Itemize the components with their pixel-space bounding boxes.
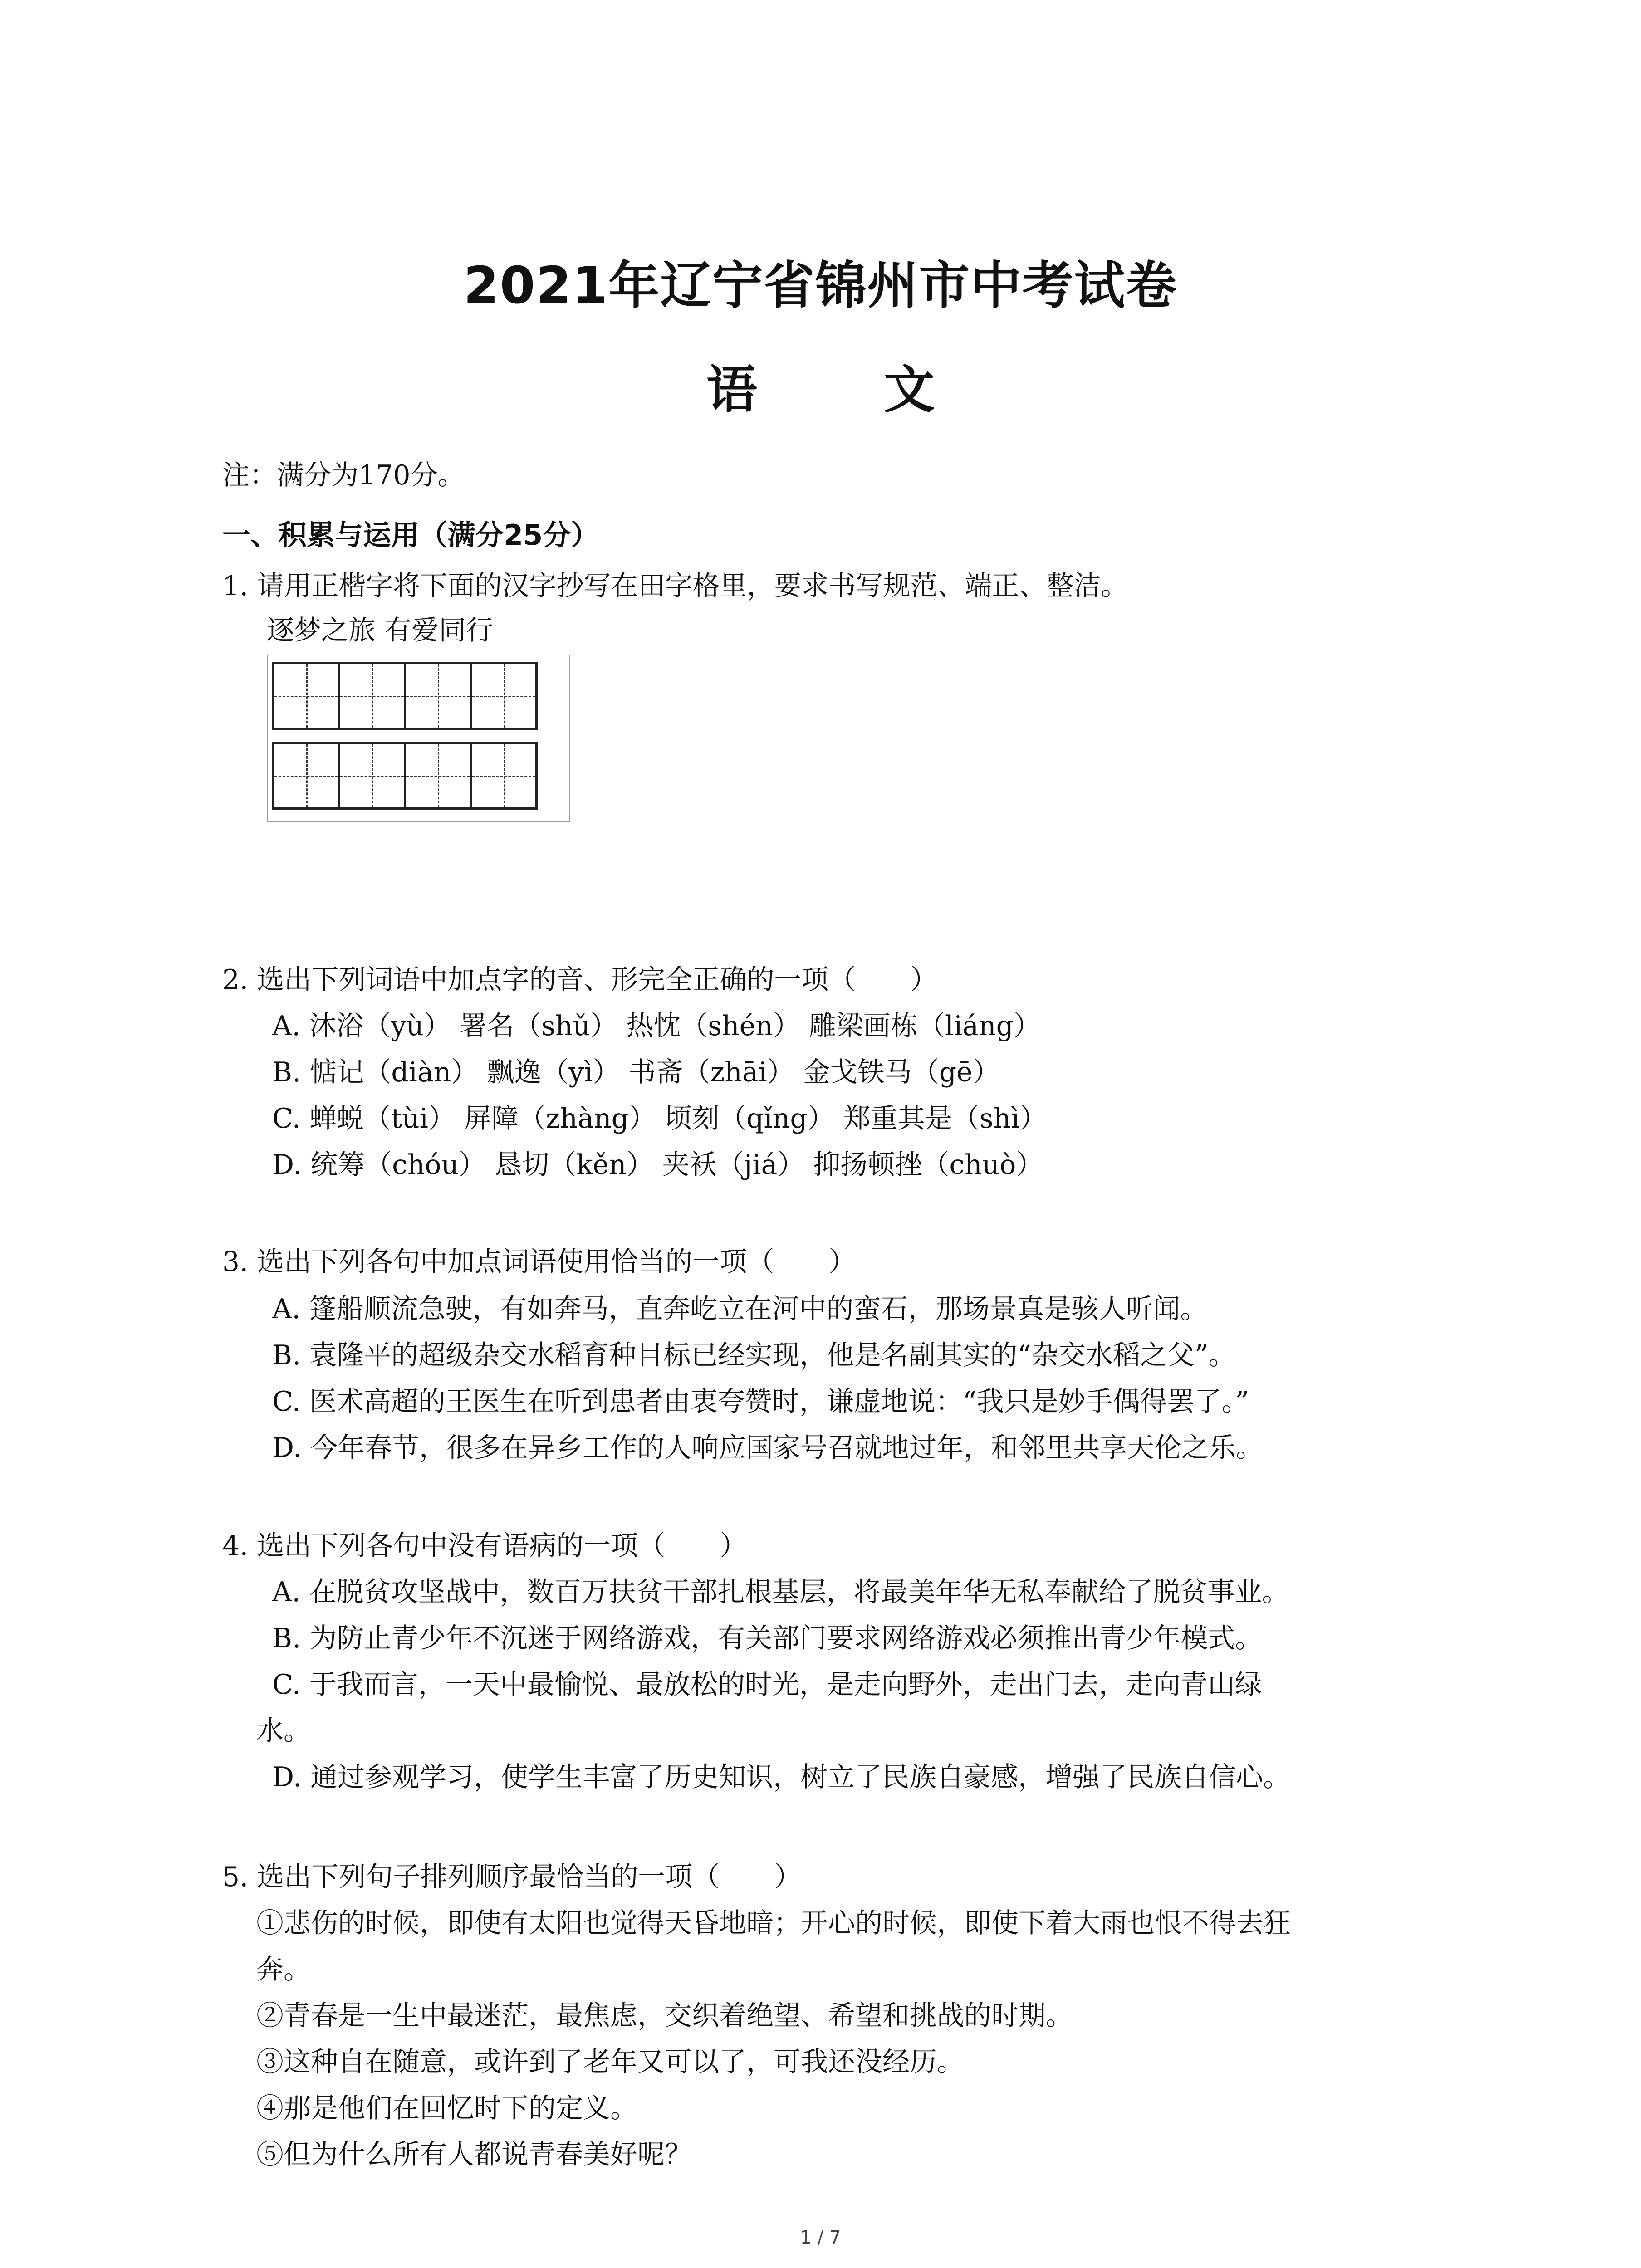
q3-option-c[interactable]: C. 医术高超的王医生在听到患者由衷夸赞时，谦虚地说：“我只是妙手偶得罢了。” [272, 1386, 1249, 1418]
grid-row-2 [272, 742, 535, 810]
q5-stem: 5. 选出下列句子排列顺序最恰当的一项（ ） [222, 1861, 802, 1893]
q3-option-a[interactable]: A. 篷船顺流急驶，有如奔马，直奔屹立在河中的蛮石，那场景真是骇人听闻。 [272, 1293, 1208, 1325]
q4-option-c-continuation: 水。 [256, 1715, 311, 1747]
grid-cell[interactable] [470, 662, 538, 730]
page-number: 1 / 7 [800, 2227, 841, 2248]
section-title: 一、积累与运用（满分25分） [222, 518, 599, 552]
q3-option-b[interactable]: B. 袁隆平的超级杂交水稻育种目标已经实现，他是名副其实的“杂交水稻之父”。 [272, 1339, 1236, 1371]
q4-option-c[interactable]: C. 于我而言，一天中最愉悦、最放松的时光，是走向野外，走出门去，走向青山绿 [272, 1669, 1262, 1701]
q2-option-a[interactable]: A. 沐浴（yù） 署名（shǔ） 热忱（shén） 雕梁画栋（liáng） [272, 1010, 1041, 1042]
grid-cell[interactable] [470, 742, 538, 810]
grid-cell[interactable] [338, 742, 406, 810]
q1-stem: 1. 请用正楷字将下面的汉字抄写在田字格里，要求书写规范、端正、整洁。 [222, 570, 1128, 602]
q1-copy-text: 逐梦之旅 有爱同行 [267, 615, 494, 646]
grid-cell[interactable] [272, 662, 340, 730]
q4-option-d[interactable]: D. 通过参观学习，使学生丰富了历史知识，树立了民族自豪感，增强了民族自信心。 [272, 1761, 1291, 1793]
q2-option-d[interactable]: D. 统筹（chóu） 恳切（kěn） 夹袄（jiá） 抑扬顿挫（chuò） [272, 1149, 1043, 1181]
q5-item-1-continuation: 奔。 [256, 1954, 311, 1985]
grid-row-1 [272, 662, 535, 730]
q2-option-c[interactable]: C. 蝉蜕（tùi） 屏障（zhàng） 顷刻（qǐng） 郑重其是（shì） [272, 1103, 1047, 1134]
q4-option-a[interactable]: A. 在脱贫攻坚战中，数百万扶贫干部扎根基层，将最美年华无私奉献给了脱贫事业。 [272, 1576, 1289, 1608]
q3-stem: 3. 选出下列各句中加点词语使用恰当的一项（ ） [222, 1246, 856, 1278]
score-note: 注：满分为170分。 [222, 459, 465, 491]
q5-item-4: ④那是他们在回忆时下的定义。 [256, 2092, 637, 2124]
q5-item-5: ⑤但为什么所有人都说青春美好呢？ [256, 2139, 692, 2170]
grid-cell[interactable] [404, 662, 472, 730]
q5-item-1: ①悲伤的时候，即使有太阳也觉得天昏地暗；开心的时候，即使下着大雨也恨不得去狂 [256, 1907, 1291, 1939]
grid-cell[interactable] [338, 662, 406, 730]
q5-item-2: ②青春是一生中最迷茫，最焦虑，交织着绝望、希望和挑战的时期。 [256, 2000, 1073, 2032]
q2-stem: 2. 选出下列词语中加点字的音、形完全正确的一项（ ） [222, 964, 938, 996]
q2-option-b[interactable]: B. 惦记（diàn） 飘逸（yì） 书斋（zhāi） 金戈铁马（gē） [272, 1056, 1000, 1088]
q4-option-b[interactable]: B. 为防止青少年不沉迷于网络游戏，有关部门要求网络游戏必须推出青少年模式。 [272, 1623, 1263, 1654]
writing-grid[interactable] [267, 655, 570, 822]
exam-title: 2021年辽宁省锦州市中考试卷 [463, 256, 1178, 315]
grid-cell[interactable] [404, 742, 472, 810]
grid-cell[interactable] [272, 742, 340, 810]
q5-item-3: ③这种自在随意，或许到了老年又可以了，可我还没经历。 [256, 2046, 964, 2078]
subject-title: 语 文 [706, 361, 989, 420]
q3-option-d[interactable]: D. 今年春节，很多在异乡工作的人响应国家号召就地过年，和邻里共享天伦之乐。 [272, 1432, 1264, 1464]
q4-stem: 4. 选出下列各句中没有语病的一项（ ） [222, 1530, 747, 1562]
